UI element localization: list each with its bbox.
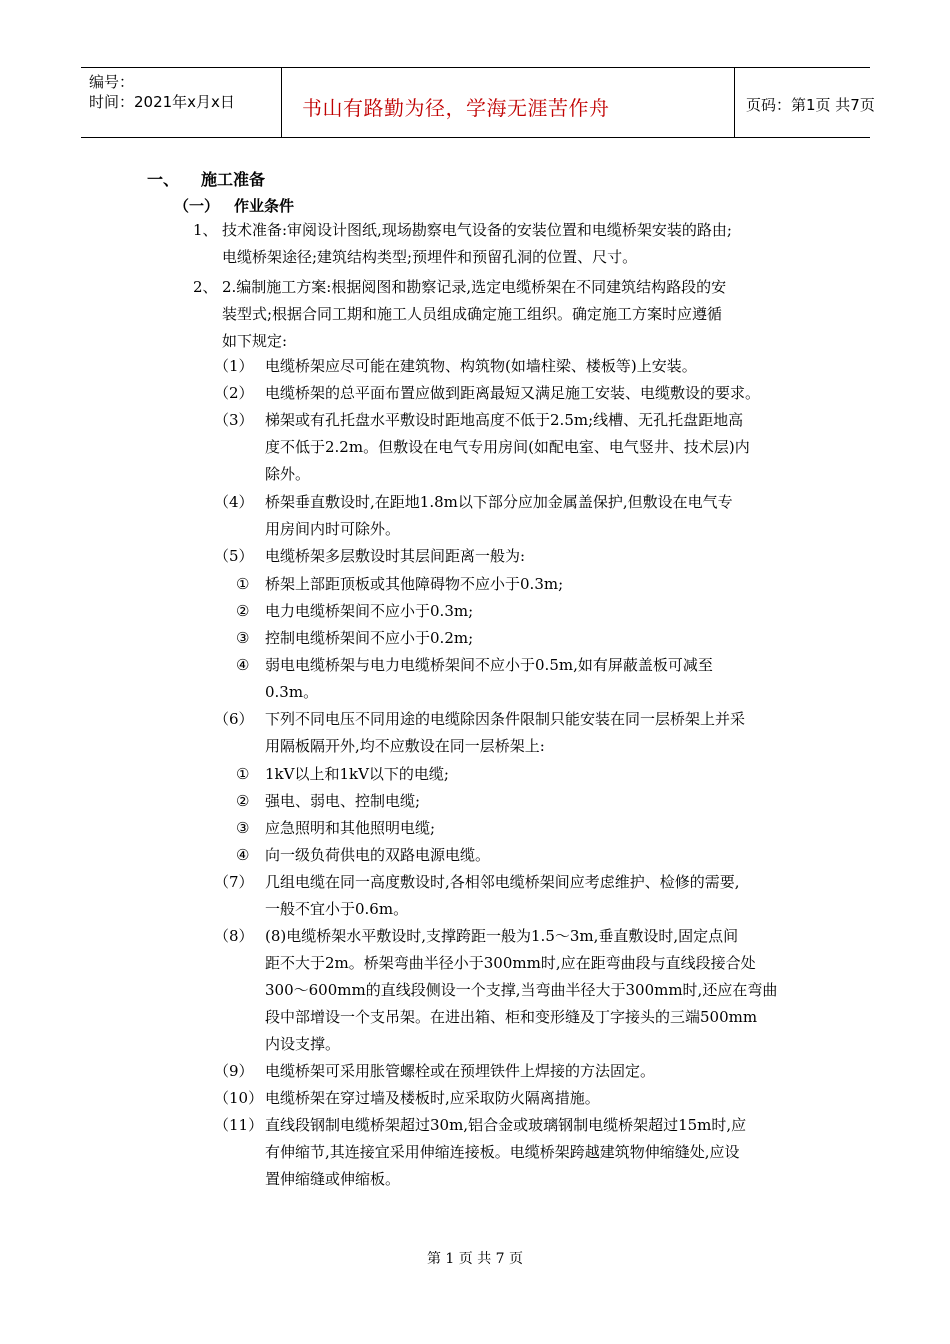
subsection-number: （一） [174,197,220,215]
rule-6-line: 用隔板隔开外,均不应敷设在同一层桥架上: [265,737,545,755]
rule-5-subitem-line: 桥架上部距顶板或其他障碍物不应小于0.3m; [265,575,564,593]
rule-1-line: 电缆桥架应尽可能在建筑物、构筑物(如墙柱梁、楼板等)上安装。 [265,357,697,375]
rule-9-line: 电缆桥架可采用胀管螺栓或在预埋铁件上焊接的方法固定。 [265,1062,656,1080]
rule-5-number: （5） [214,547,254,565]
rule-6-subitem-line: 1kV以上和1kV以下的电缆; [265,765,449,783]
rule-11-line: 直线段钢制电缆桥架超过30m,铝合金或玻璃钢制电缆桥架超过15m时,应 [265,1116,747,1134]
rule-3-line: 除外。 [265,465,311,483]
rule-5-line: 电缆桥架多层敷设时其层间距离一般为: [265,547,526,565]
prep-item-2-line: 装型式;根据合同工期和施工人员组成确定施工组织。确定施工方案时应遵循 [222,305,723,323]
rule-3-number: （3） [214,411,254,429]
rule-2-line: 电缆桥架的总平面布置应做到距离最短又满足施工安装、电缆敷设的要求。 [265,384,761,402]
header-table [81,67,875,138]
rule-4-line: 用房间内时可除外。 [265,520,401,538]
rule-7-line: 一般不宜小于0.6m。 [265,900,409,918]
header-motto: 书山有路勤为径，学海无涯苦作舟 [302,96,610,120]
rule-8-number: （8） [214,927,254,945]
section-number: 一、 [147,170,180,189]
rule-8-line: 300～600mm的直线段侧设一个支撑,当弯曲半径大于300mm时,还应在弯曲 [265,981,778,999]
prep-item-1-line: 技术准备:审阅设计图纸,现场勘察电气设备的安装位置和电缆桥架安装的路由; [222,221,732,239]
rule-5-subitem-number: ③ [236,629,250,647]
rule-1-number: （1） [214,357,254,375]
rule-6-subitem-line: 向一级负荷供电的双路电源电缆。 [265,846,491,864]
prep-item-1-line: 电缆桥架途径;建筑结构类型;预埋件和预留孔洞的位置、尺寸。 [222,248,638,266]
rule-11-line: 有伸缩节,其连接宜采用伸缩连接板。电缆桥架跨越建筑物伸缩缝处,应设 [265,1143,740,1161]
rule-4-number: （4） [214,493,254,511]
rule-8-line: 内设支撑。 [265,1035,341,1053]
rule-8-line: 段中部增设一个支吊架。在进出箱、柜和变形缝及丁字接头的三端500mm [265,1008,758,1026]
rule-6-number: （6） [214,710,254,728]
rule-8-line: 距不大于2m。桥架弯曲半径小于300mm时,应在距弯曲段与直线段接合处 [265,954,756,972]
rule-5-subitem-number: ① [236,575,250,593]
header-left-cell [81,68,281,137]
rule-5-subitem-line: 控制电缆桥架间不应小于0.2m; [265,629,474,647]
rule-6-subitem-number: ③ [236,819,250,837]
rule-7-line: 几组电缆在同一高度敷设时,各相邻电缆桥架间应考虑维护、检修的需要, [265,873,740,891]
header-page-info: 页码：第1页 共7页 [746,96,875,114]
rule-6-subitem-number: ① [236,765,250,783]
rule-7-number: （7） [214,873,254,891]
rule-3-line: 梯架或有孔托盘水平敷设时距地高度不低于2.5m;线槽、无孔托盘距地高 [265,411,744,429]
page-footer: 第 1 页 共 7 页 [426,1251,524,1267]
rule-11-line: 置伸缩缝或伸缩板。 [265,1170,401,1188]
rule-6-subitem-number: ④ [236,846,250,864]
rule-5-subitem-line: 0.3m。 [265,683,319,701]
prep-item-2-line: 如下规定: [222,332,288,350]
document-date: 时间：2021年x月x日 [89,93,235,111]
rule-6-subitem-line: 应急照明和其他照明电缆; [265,819,436,837]
prep-item-1-number: 1、 [193,221,218,239]
prep-item-2-number: 2、 [193,278,218,296]
prep-item-2-line: 2.编制施工方案:根据阅图和勘察记录,选定电缆桥架在不同建筑结构路段的安 [222,278,727,296]
document-number-label: 编号： [89,73,135,91]
rule-2-number: （2） [214,384,254,402]
rule-10-line: 电缆桥架在穿过墙及楼板时,应采取防火隔离措施。 [265,1089,600,1107]
rule-6-subitem-number: ② [236,792,250,810]
rule-9-number: （9） [214,1062,254,1080]
section-title: 施工准备 [201,170,266,189]
rule-8-line: (8)电缆桥架水平敷设时,支撑跨距一般为1.5～3m,垂直敷设时,固定点间 [265,927,739,945]
rule-5-subitem-number: ② [236,602,250,620]
rule-10-number: （10） [214,1089,264,1107]
header-page-cell [734,68,875,137]
rule-3-line: 度不低于2.2m。但敷设在电气专用房间(如配电室、电气竖井、技术层)内 [265,438,750,456]
header-motto-cell [281,68,735,137]
rule-5-subitem-number: ④ [236,656,250,674]
rule-5-subitem-line: 电力电缆桥架间不应小于0.3m; [265,602,474,620]
rule-6-subitem-line: 强电、弱电、控制电缆; [265,792,421,810]
rule-4-line: 桥架垂直敷设时,在距地1.8m以下部分应加金属盖保护,但敷设在电气专 [265,493,733,511]
rule-5-subitem-line: 弱电电缆桥架与电力电缆桥架间不应小于0.5m,如有屏蔽盖板可减至 [265,656,713,674]
rule-6-line: 下列不同电压不同用途的电缆除因条件限制只能安装在同一层桥架上并采 [265,710,746,728]
subsection-title: 作业条件 [234,197,295,215]
rule-11-number: （11） [214,1116,264,1134]
